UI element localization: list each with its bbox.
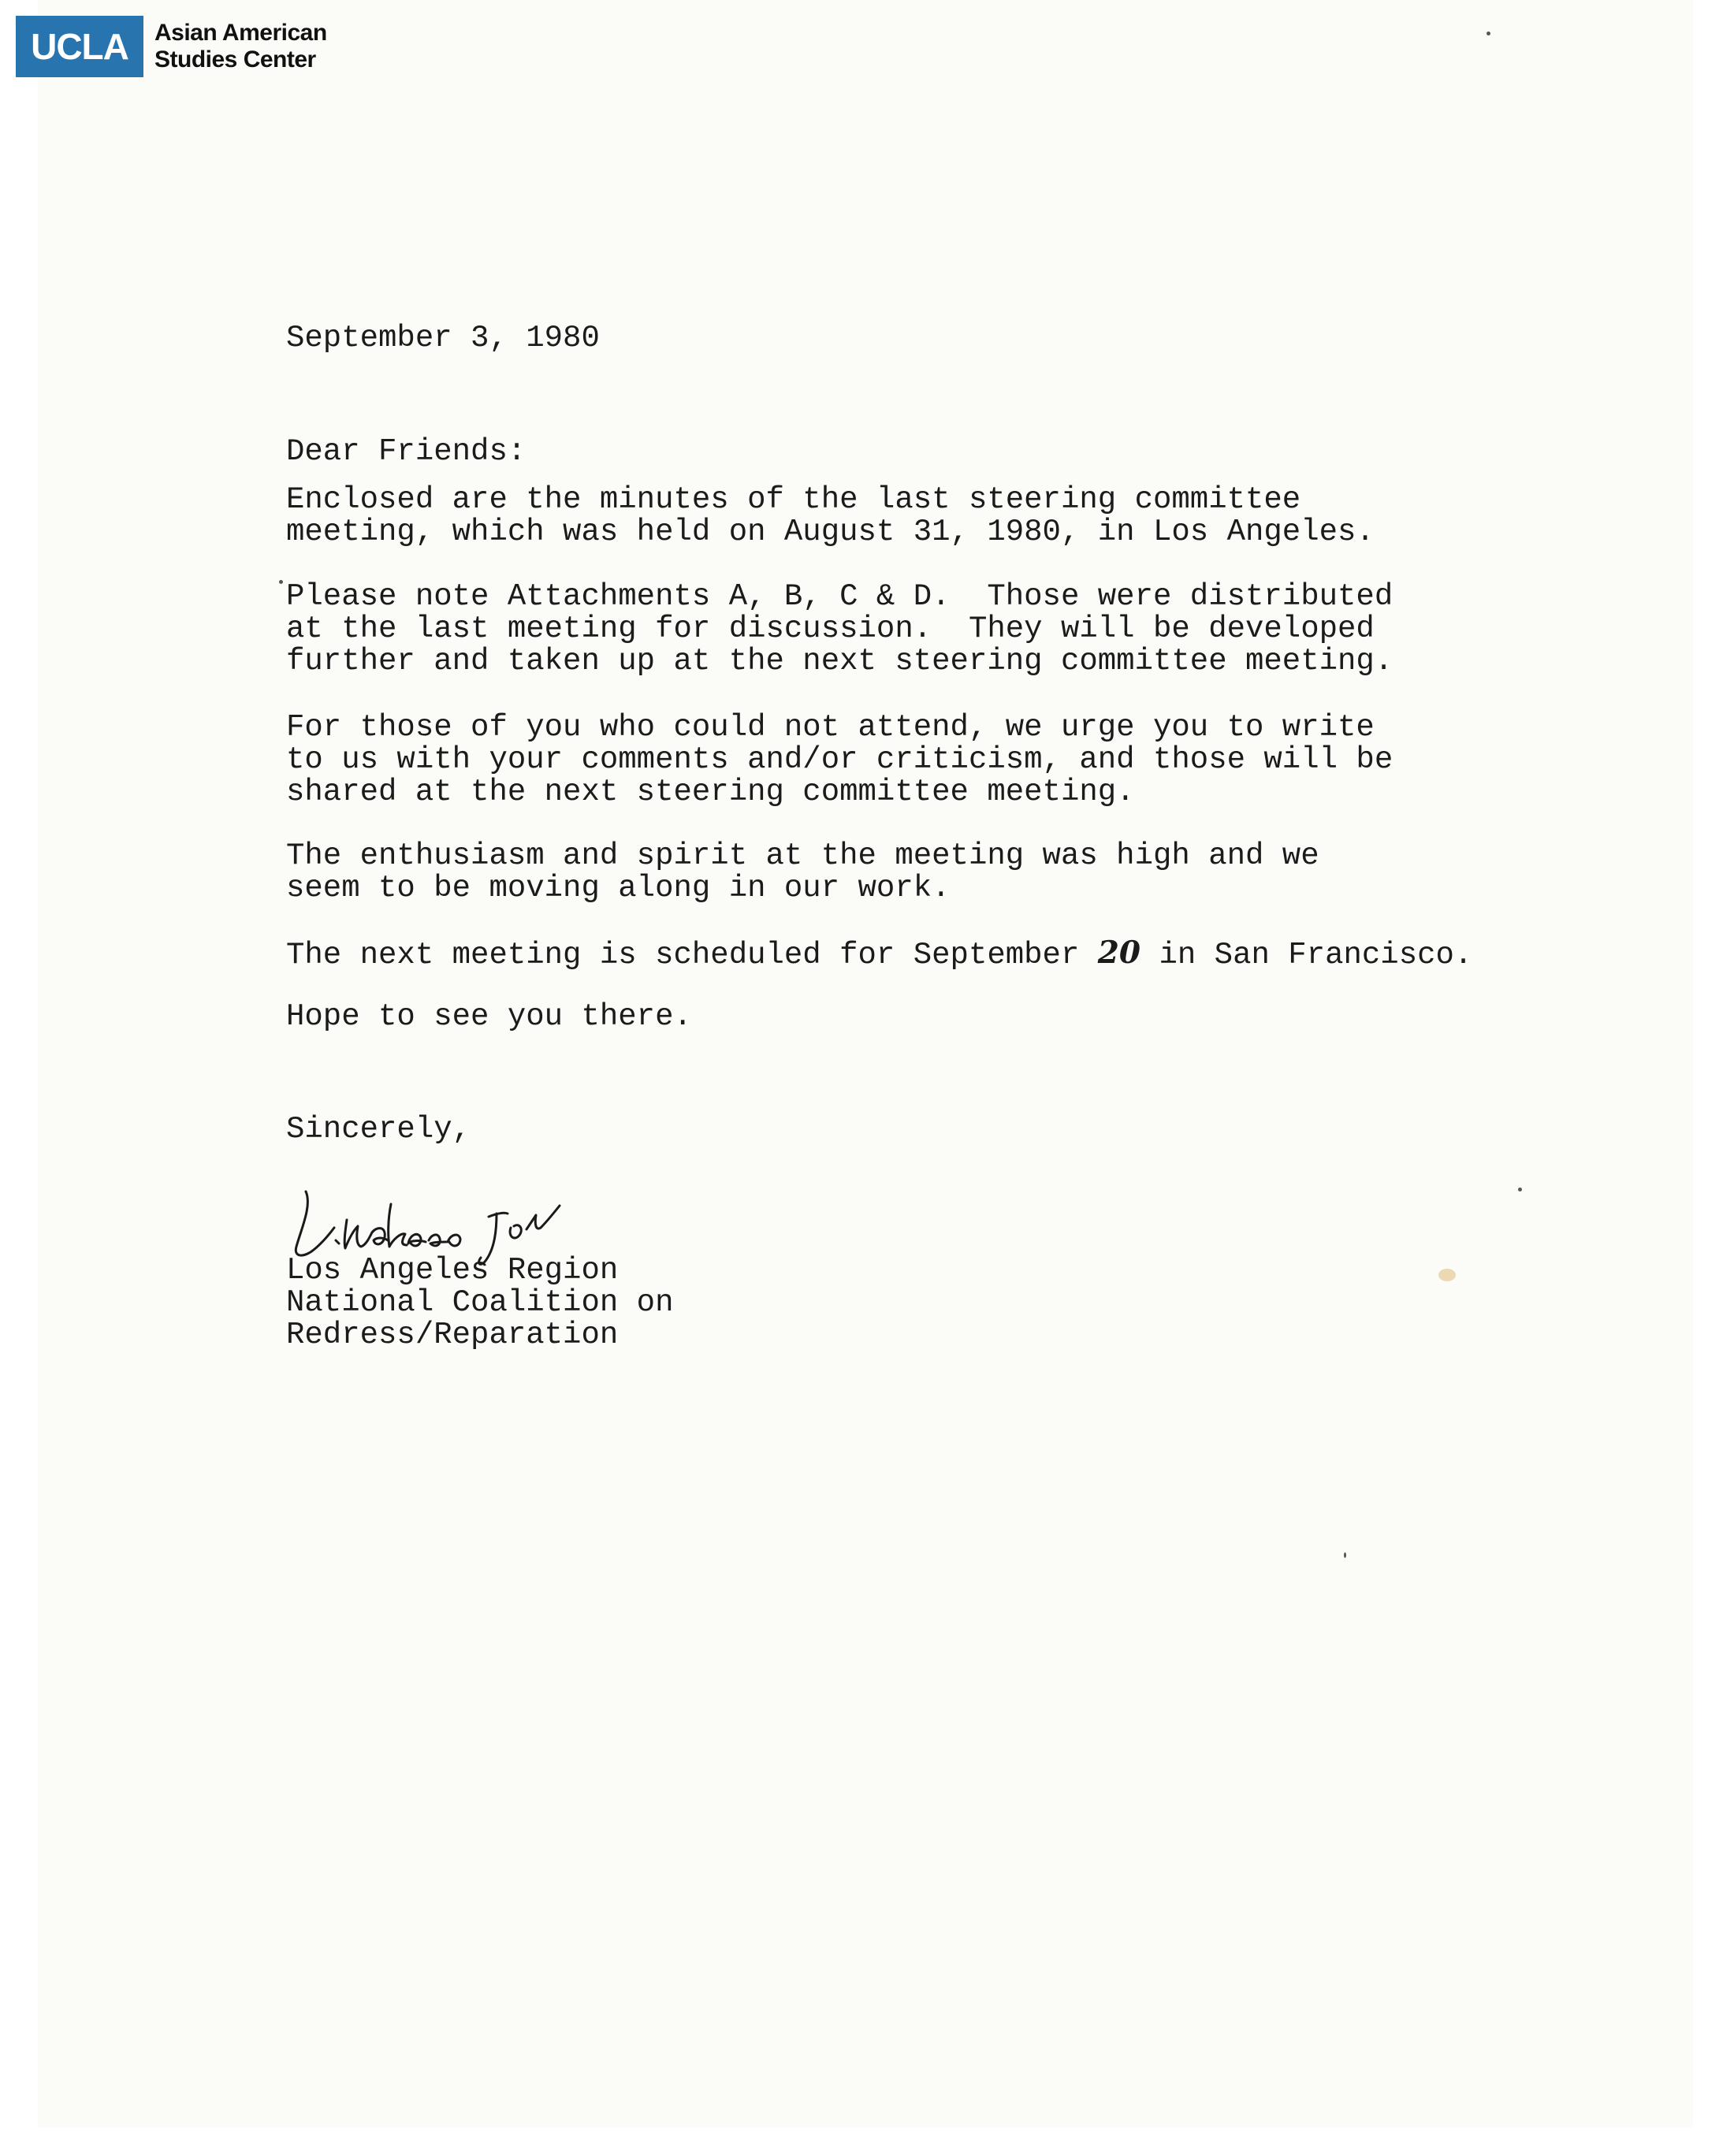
paragraph-5-text: The next meeting is scheduled for September xyxy=(286,938,1098,972)
signer-line: National Coalition on xyxy=(286,1285,674,1320)
signer-line: Los Angeles Region xyxy=(286,1253,619,1288)
ink-speck xyxy=(1487,32,1490,35)
ink-speck xyxy=(1344,1552,1346,1558)
signer-line: Redress/Reparation xyxy=(286,1318,619,1352)
paragraph-2 xyxy=(286,581,1594,678)
paragraph-5 xyxy=(286,937,1594,972)
paragraph-6: Hope to see you there. xyxy=(286,999,692,1034)
paragraph-2-line: Please note Attachments A, B, C & D. Those were distributed xyxy=(286,579,1394,614)
handwritten-date: 20 xyxy=(1097,935,1141,971)
paragraph-2-line: at the last meeting for discussion. They will be developed xyxy=(286,611,1375,646)
paper-background xyxy=(38,0,1693,2128)
paragraph-2-line: further and taken up at the next steering committee meeting. xyxy=(286,644,1394,678)
paper-stain xyxy=(1438,1269,1456,1281)
letter-date: September 3, 1980 xyxy=(286,321,600,355)
paragraph-4-line: seem to be moving along in our work. xyxy=(286,871,951,905)
ucla-logo-mark: UCLA xyxy=(16,16,143,77)
paragraph-1-line: meeting, which was held on August 31, 1980, in Los Angeles. xyxy=(286,515,1375,549)
ink-speck xyxy=(1518,1188,1522,1191)
org-name xyxy=(154,20,327,73)
paragraph-5-text-end: in San Francisco. xyxy=(1140,938,1473,972)
salutation: Dear Friends: xyxy=(286,434,527,469)
paragraph-3 xyxy=(286,712,1594,808)
org-name-line1: Asian American xyxy=(154,20,327,46)
closing: Sincerely, xyxy=(286,1112,471,1147)
paragraph-4 xyxy=(286,840,1594,905)
paragraph-1-line: Enclosed are the minutes of the last steering committee xyxy=(286,482,1301,517)
signature-block xyxy=(286,1255,1594,1351)
org-name-line2: Studies Center xyxy=(154,46,316,72)
ucla-logo xyxy=(16,16,327,77)
paragraph-3-line: For those of you who could not attend, we urge you to write xyxy=(286,710,1375,745)
ink-speck xyxy=(279,580,283,584)
paragraph-3-line: to us with your comments and/or criticism, and those will be xyxy=(286,742,1394,777)
paragraph-3-line: shared at the next steering committee meeting. xyxy=(286,775,1135,809)
paragraph-1 xyxy=(286,484,1594,548)
paragraph-4-line: The enthusiasm and spirit at the meeting was high and we xyxy=(286,838,1319,873)
